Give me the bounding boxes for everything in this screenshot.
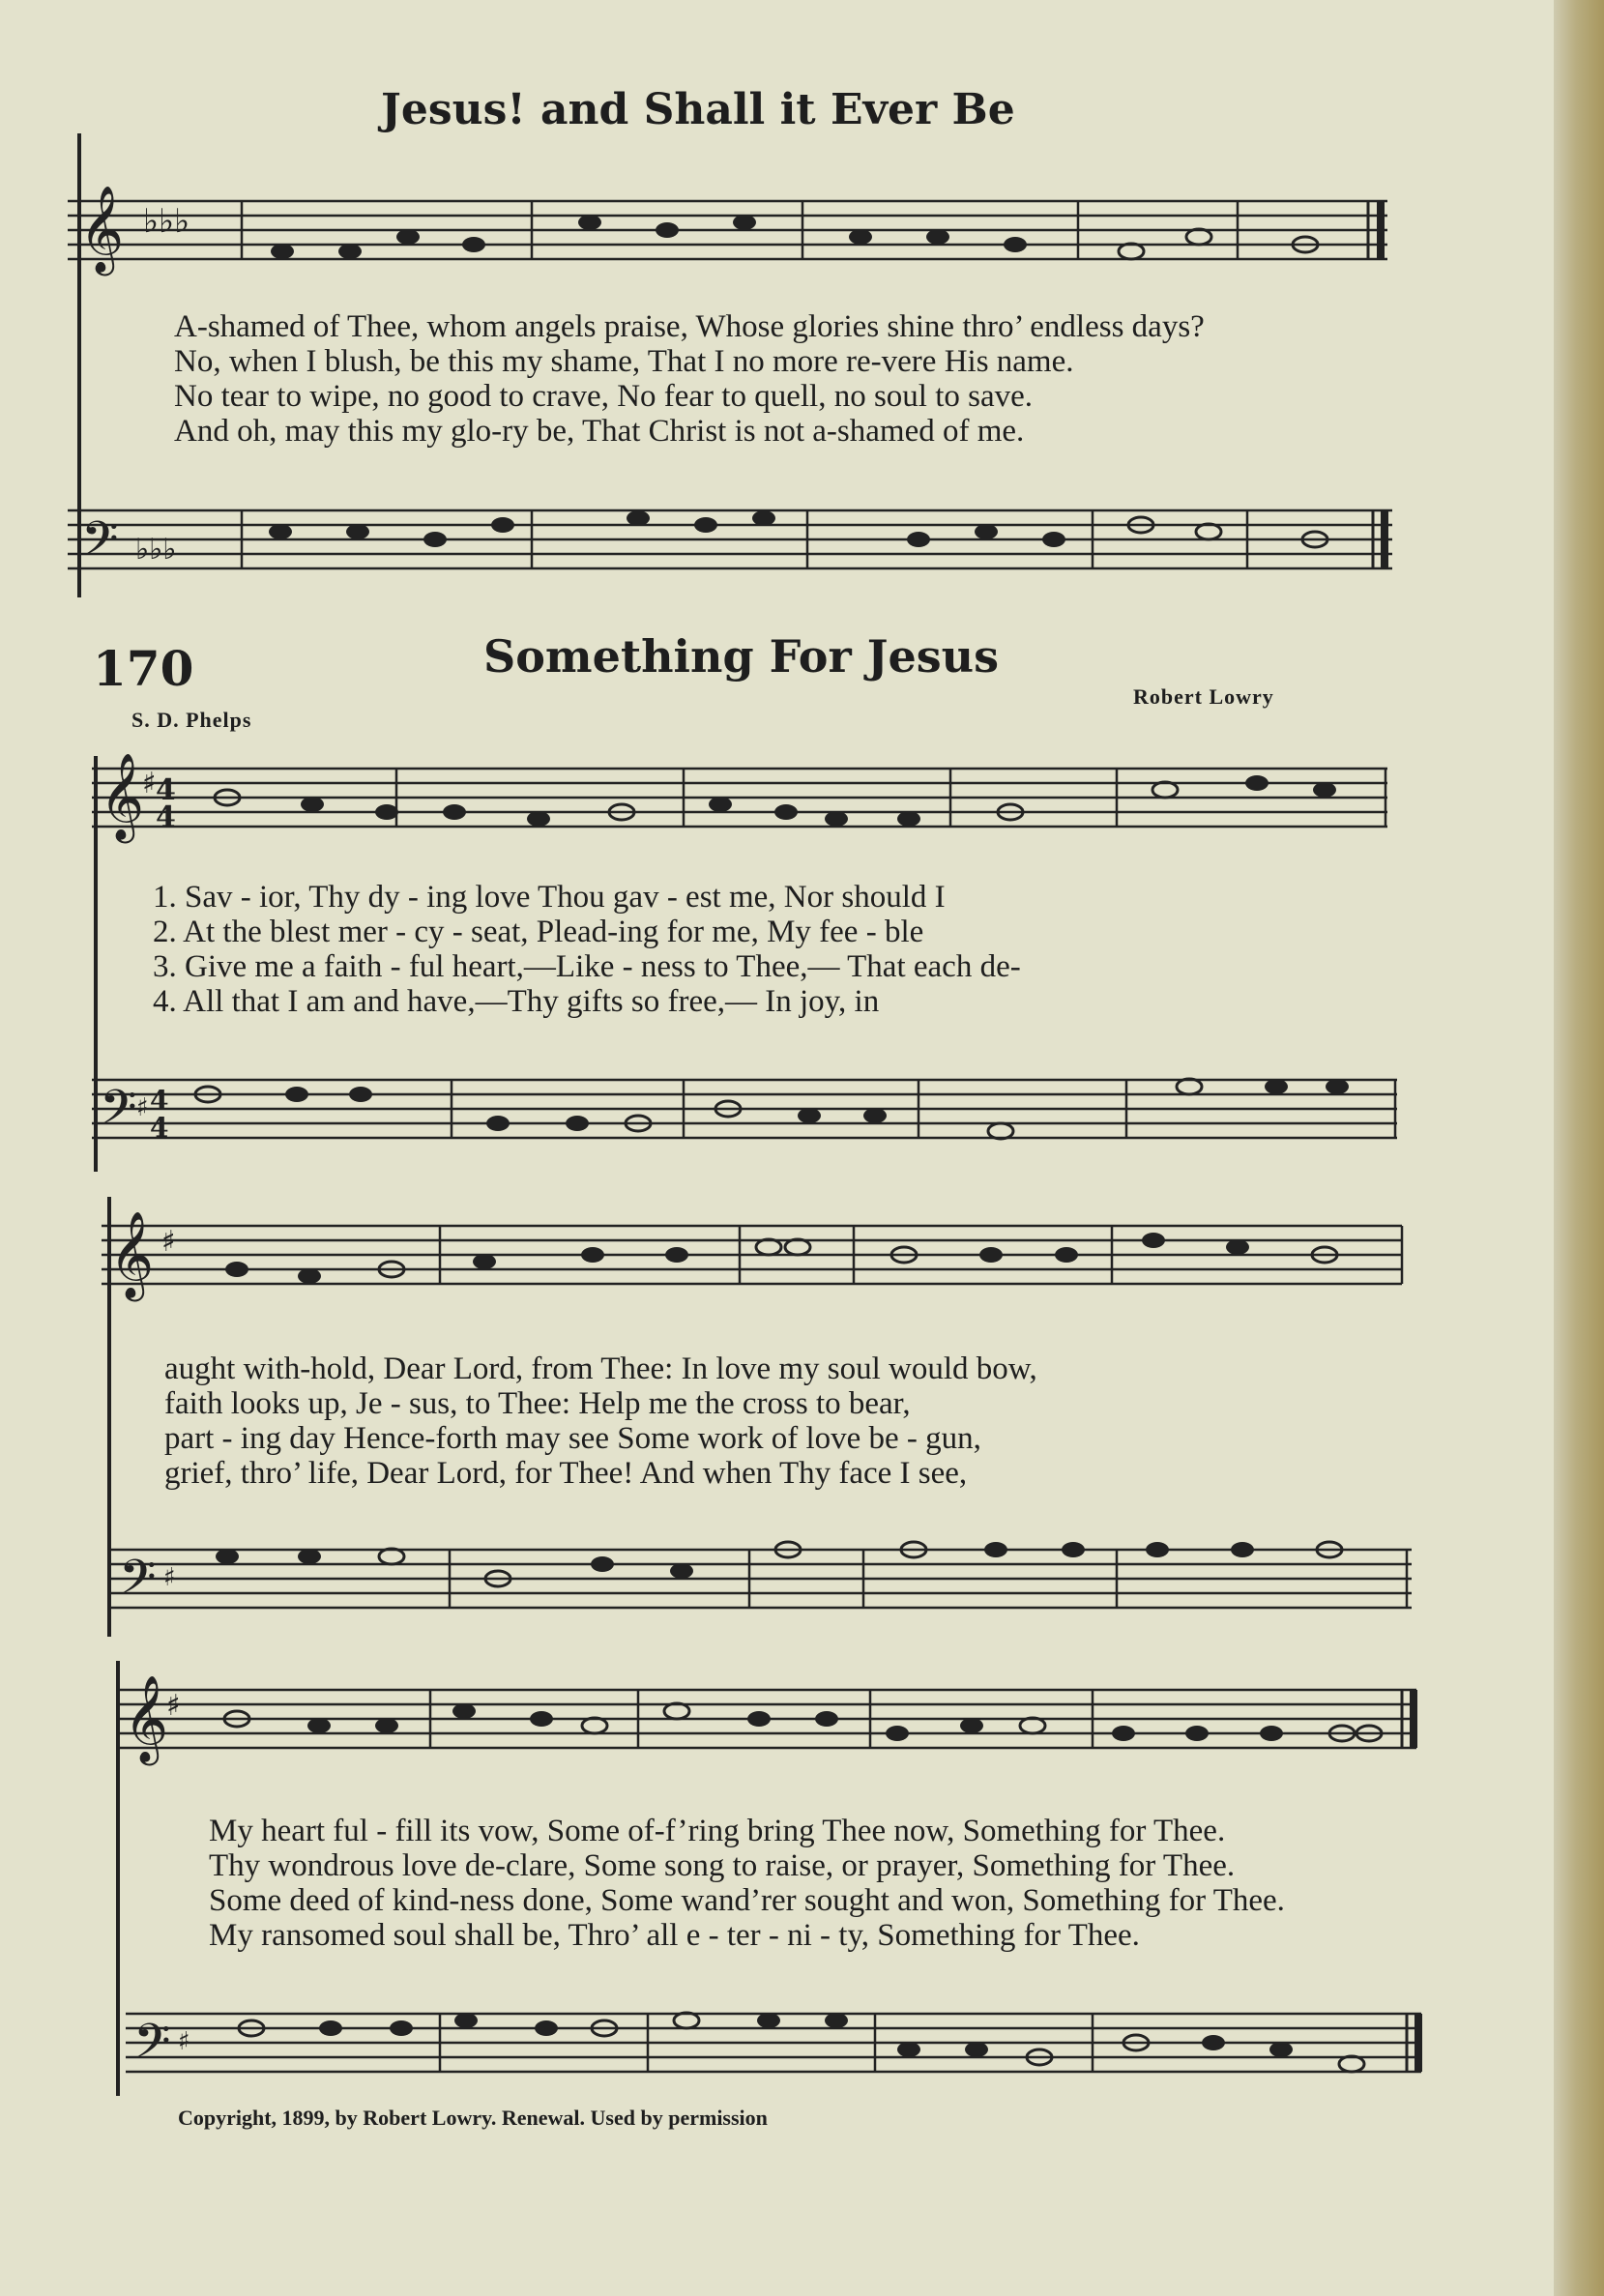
lyric-line: 1. Sav - ior, Thy dy - ing love Thou gav - est me, Nor should I — [153, 880, 946, 915]
svg-text:4: 4 — [150, 1112, 169, 1144]
svg-text:♭♭♭: ♭♭♭ — [135, 533, 177, 567]
lyric-line: grief, thro’ life, Dear Lord, for Thee! And when Thy face I see, — [164, 1456, 968, 1491]
svg-text:♯: ♯ — [163, 1563, 176, 1592]
svg-text:𝄞: 𝄞 — [100, 753, 145, 840]
system2-treble-staff — [102, 1197, 1407, 1322]
svg-text:𝄞: 𝄞 — [79, 186, 125, 273]
svg-text:𝄢: 𝄢 — [119, 1550, 157, 1617]
lyric-line: No, when I blush, be this my shame, That I no more re-vere His name. — [174, 344, 1074, 379]
svg-text:♯: ♯ — [166, 1689, 181, 1723]
prev-hymn-title: Jesus! and Shall it Ever Be — [381, 85, 1015, 134]
lyric-line: A-shamed of Thee, whom angels praise, Whose glories shine thro’ endless days? — [174, 309, 1205, 344]
svg-text:𝄢: 𝄢 — [81, 511, 119, 579]
lyric-line: aught with-hold, Dear Lord, from Thee: In love my soul would bow, — [164, 1351, 1037, 1386]
system1-bass-staff — [92, 1036, 1407, 1172]
svg-text:♭♭♭: ♭♭♭ — [143, 202, 190, 241]
svg-text:♯: ♯ — [161, 1225, 176, 1259]
lyric-line: part - ing day Hence-forth may see Some work of love be - gun, — [164, 1421, 981, 1456]
lyric-line: Thy wondrous love de-clare, Some song to raise, or prayer, Something for Thee. — [209, 1848, 1236, 1883]
svg-text:♯: ♯ — [178, 2027, 190, 2056]
lyric-line: Some deed of kind-ness done, Some wand’rer sought and won, Something for Thee. — [209, 1883, 1285, 1918]
svg-text:𝄢: 𝄢 — [133, 2014, 171, 2081]
svg-text:𝄢: 𝄢 — [100, 1080, 137, 1148]
lyric-line: 4. All that I am and have,—Thy gifts so free,— In joy, in — [153, 984, 880, 1019]
lyric-line: My ransomed soul shall be, Thro’ all e - ter - ni - ty, Something for Thee. — [209, 1918, 1140, 1953]
prev-hymn-treble-staff — [68, 172, 1392, 280]
svg-text:𝄞: 𝄞 — [124, 1675, 169, 1762]
hymn-composer: Robert Lowry — [1133, 684, 1274, 709]
svg-text:𝄞: 𝄞 — [109, 1211, 155, 1298]
svg-text:4: 4 — [156, 800, 176, 834]
svg-text:4: 4 — [150, 1085, 169, 1117]
page-edge — [1554, 0, 1604, 2296]
svg-text:♯: ♯ — [136, 1093, 149, 1122]
system1-treble-staff — [92, 735, 1397, 860]
svg-text:4: 4 — [156, 773, 176, 807]
hymn-author: S. D. Phelps — [131, 708, 252, 732]
hymn-title: Something For Jesus — [483, 630, 999, 683]
lyric-line: faith looks up, Je - sus, to Thee: Help me the cross to bear, — [164, 1386, 911, 1421]
lyric-line: No tear to wipe, no good to crave, No fear to quell, no soul to save. — [174, 379, 1034, 414]
prev-hymn-bass-staff — [68, 472, 1392, 607]
lyric-line: And oh, may this my glo-ry be, That Christ is not a-shamed of me. — [174, 414, 1025, 449]
lyric-line: My heart ful - fill its vow, Some of-f’ring bring Thee now, Something for Thee. — [209, 1814, 1226, 1848]
lyric-line: 3. Give me a faith - ful heart,—Like - ness to Thee,— That each de- — [153, 949, 1021, 984]
system3-bass-staff — [126, 1970, 1431, 2115]
svg-text:♯: ♯ — [142, 767, 157, 800]
hymn-number: 170 — [93, 640, 194, 697]
lyric-line: 2. At the blest mer - cy - seat, Plead-ing for me, My fee - ble — [153, 915, 924, 949]
system2-bass-staff — [111, 1506, 1416, 1651]
copyright-notice: Copyright, 1899, by Robert Lowry. Renewal. Used by permission — [178, 2106, 768, 2130]
system3-treble-staff — [116, 1661, 1431, 1787]
